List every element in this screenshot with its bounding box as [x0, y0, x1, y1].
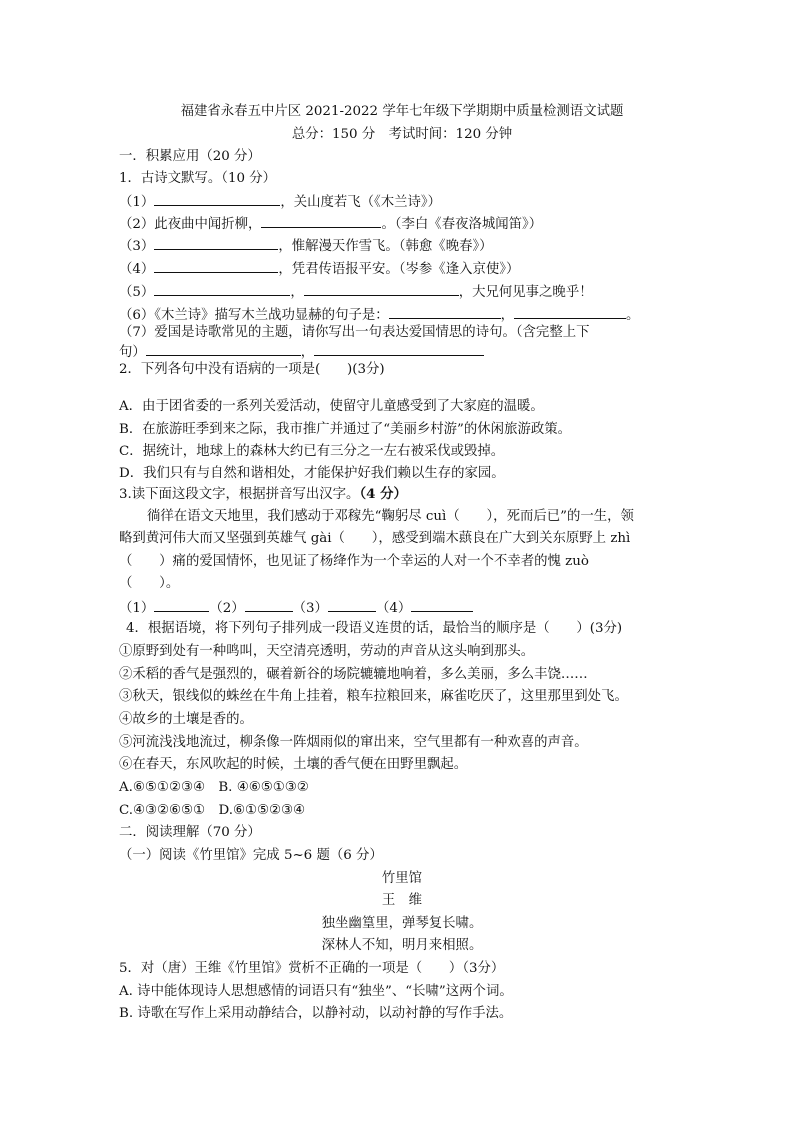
answer-blank[interactable] — [314, 342, 484, 356]
q4-sentence-3: ③秋天，银线似的蛛丝在牛角上挂着，粮车拉粮回来，麻雀吃厌了，这里那里到处飞。 — [119, 689, 628, 704]
q4-sentence-2: ②禾稻的香气是强烈的，碾着新谷的场院辘辘地响着，多么美丽，多么丰饶…… — [119, 667, 588, 682]
q3-passage-3: （ ）痛的爱国情怀，也见证了杨绛作为一个幸运的人对一个不幸者的愧 zuò — [119, 554, 589, 569]
answer-blank[interactable] — [245, 598, 293, 612]
q1-stem: 1．古诗文默写。（10 分） — [119, 171, 277, 186]
section2-heading: 二．阅读理解（70 分） — [119, 825, 261, 840]
poem-line-2: 深林人不知，明月来相照。 — [321, 938, 483, 953]
q1-line-5: （5） ， ，大兄何见事之晚乎！ — [119, 282, 685, 302]
poem-author: 王 维 — [381, 893, 423, 908]
q4-sentence-5: ⑤河流浅浅地流过，柳条像一阵烟雨似的窜出来，空气里都有一种欢喜的声音。 — [119, 735, 588, 750]
q2-option-c: C．据统计，地球上的森林大约已有三分之一左右被采伐或毁掉。 — [119, 444, 505, 459]
answer-blank[interactable] — [328, 598, 376, 612]
answer-blank[interactable] — [154, 259, 278, 273]
q1-line-7: （7）爱国是诗歌常见的主题，请你写出一句表达爱国情思的诗句。（含完整上下 — [119, 325, 590, 340]
q3-stem: 3.读下面这段文字，根据拼音写出汉字。（4 分） — [119, 486, 407, 502]
q3-passage-1: 徜徉在语文天地里，我们感动于邓稼先“鞠躬尽 cuì（ ），死而后已”的一生，领 — [147, 509, 634, 524]
section1-heading: 一．积累应用（20 分） — [119, 149, 261, 164]
exam-subtitle: 总分：150 分 考试时间：120 分钟 — [291, 127, 513, 142]
q2-option-a: A．由于团省委的一系列关爱活动，使留守儿童感受到了大家庭的温暖。 — [119, 399, 544, 414]
q5-option-b: B. 诗歌在写作上采用动静结合，以静衬动，以动衬静的写作手法。 — [119, 1006, 513, 1021]
q4-stem: 4．根据语境，将下列句子排列成一段语义连贯的话，最恰当的顺序是（ ）(3分) — [126, 621, 623, 636]
poem-title: 竹里馆 — [381, 871, 423, 886]
answer-blank[interactable] — [304, 282, 459, 296]
q4-sentence-6: ⑥在春天，东风吹起的时候，土壤的香气便在田野里飘起。 — [119, 757, 468, 772]
q2-option-d: D．我们只有与自然和谐相处，才能保护好我们赖以生存的家园。 — [119, 466, 505, 481]
answer-blank[interactable] — [154, 236, 278, 250]
q1-line-2: （2）此夜曲中闻折柳， 。（李白《春夜洛城闻笛》） — [119, 214, 685, 234]
answer-blank[interactable] — [411, 598, 473, 612]
answer-blank[interactable] — [154, 598, 209, 612]
q3-passage-2: 略到黄河伟大而又坚强到英雄气 gài（ ），感受到端木蕻良在广大到关东原野上 zhì — [119, 531, 631, 546]
q4-sentence-1: ①原野到处有一种鸣叫，天空清亮透明，劳动的声音从这头响到那头。 — [119, 644, 535, 659]
q4-sentence-4: ④故乡的土壤是香的。 — [119, 712, 253, 727]
answer-blank[interactable] — [389, 305, 501, 319]
q1-line-4: （4） ，凭君传语报平安。（岑参《逢入京使》） — [119, 259, 685, 279]
exam-title: 福建省永春五中片区 2021-2022 学年七年级下学期期中质量检测语文试题 — [180, 104, 624, 119]
answer-blank[interactable] — [146, 342, 301, 356]
q1-line-6: （6）《木兰诗》描写木兰战功显赫的句子是： ， 。 — [119, 305, 685, 325]
answer-blank[interactable] — [154, 192, 280, 206]
q4-options-ab: A.⑥⑤①②③④ B. ④⑥⑤①③② — [119, 780, 309, 795]
answer-blank[interactable] — [261, 214, 381, 228]
q2-option-b: B．在旅游旺季到来之际，我市推广并通过了“美丽乡村游”的休闲旅游政策。 — [119, 422, 572, 437]
q1-line-3: （3） ，惟解漫天作雪飞。（韩愈《晚春》） — [119, 236, 685, 256]
q1-line-1: （1） ，关山度若飞（《木兰诗》） — [119, 192, 685, 212]
q3-answers: （1） （2） （3） （4） — [119, 598, 685, 618]
answer-blank[interactable] — [514, 305, 626, 319]
q4-options-cd: C.④③②⑥⑤① D.⑥①⑤②③④ — [119, 803, 305, 818]
q5-option-a: A. 诗中能体现诗人思想感情的词语只有“独坐”、“长啸”这两个词。 — [119, 984, 513, 999]
reading-part1-heading: （一）阅读《竹里馆》完成 5~6 题（6 分） — [119, 848, 383, 863]
q2-stem: 2．下列各句中没有语病的一项是( )(3分) — [119, 362, 385, 377]
answer-blank[interactable] — [154, 282, 290, 296]
q1-line-7-cont: 句） ， — [119, 342, 685, 362]
q5-stem: 5．对（唐）王维《竹里馆》赏析不正确的一项是（ ）（3分） — [119, 961, 505, 976]
q3-passage-4: （ ）。 — [119, 576, 180, 591]
poem-line-1: 独坐幽篁里，弹琴复长啸。 — [321, 916, 483, 931]
